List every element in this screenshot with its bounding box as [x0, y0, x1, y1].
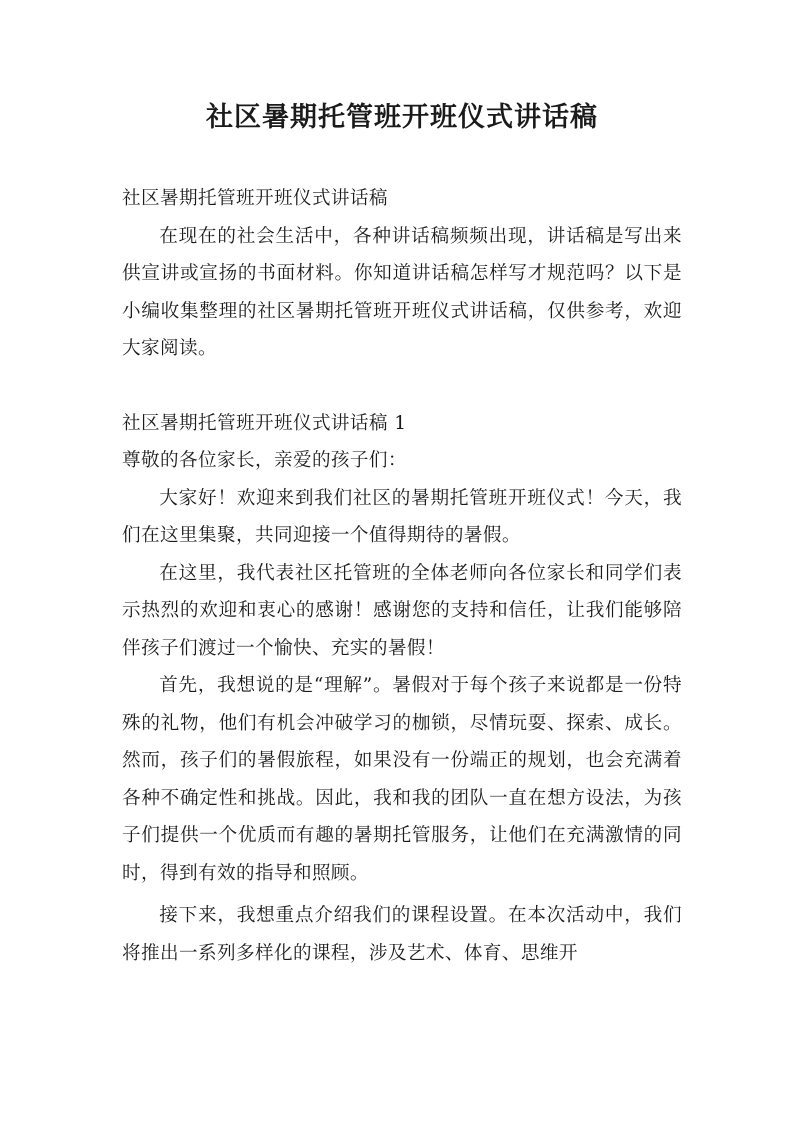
body-paragraph: 首先，我想说的是“理解”。暑假对于每个孩子来说都是一份特殊的礼物，他们有机会冲破学习的枷锁，尽情玩耍、探索、成长。然而，孩子们的暑假旅程，如果没有一份端正的规划，也会充满着各种不确定性和挑战。因此，我和我的团队一直在想方设法，为孩子们提供一个优质而有趣的暑期托管服务，让他们在充满激情的同时，得到有效的指导和照顾。: [122, 675, 682, 884]
section-heading: 社区暑期托管班开班仪式讲话稿 1: [122, 412, 407, 434]
document-title: 社区暑期托管班开班仪式讲话稿: [206, 102, 598, 133]
document-subtitle: 社区暑期托管班开班仪式讲话稿: [122, 188, 388, 209]
intro-paragraph: 在现在的社会生活中，各种讲话稿频频出现，讲话稿是写出来供宣讲或宣扬的书面材料。你知道讲话稿怎样写才规范吗？以下是小编收集整理的社区暑期托管班开班仪式讲话稿，仅供参考，欢迎大家阅读。: [122, 225, 682, 359]
body-paragraph: 大家好！欢迎来到我们社区的暑期托管班开班仪式！今天，我们在这里集聚，共同迎接一个值得期待的暑假。: [122, 487, 682, 546]
body-paragraph: 在这里，我代表社区托管班的全体老师向各位家长和同学们表示热烈的欢迎和衷心的感谢！感谢您的支持和信任，让我们能够陪伴孩子们渡过一个愉快、充实的暑假！: [122, 562, 682, 659]
body-paragraph: 接下来，我想重点介绍我们的课程设置。在本次活动中，我们将推出一系列多样化的课程，涉及艺术、体育、思维开: [122, 905, 682, 964]
salutation: 尊敬的各位家长，亲爱的孩子们：: [122, 450, 407, 471]
